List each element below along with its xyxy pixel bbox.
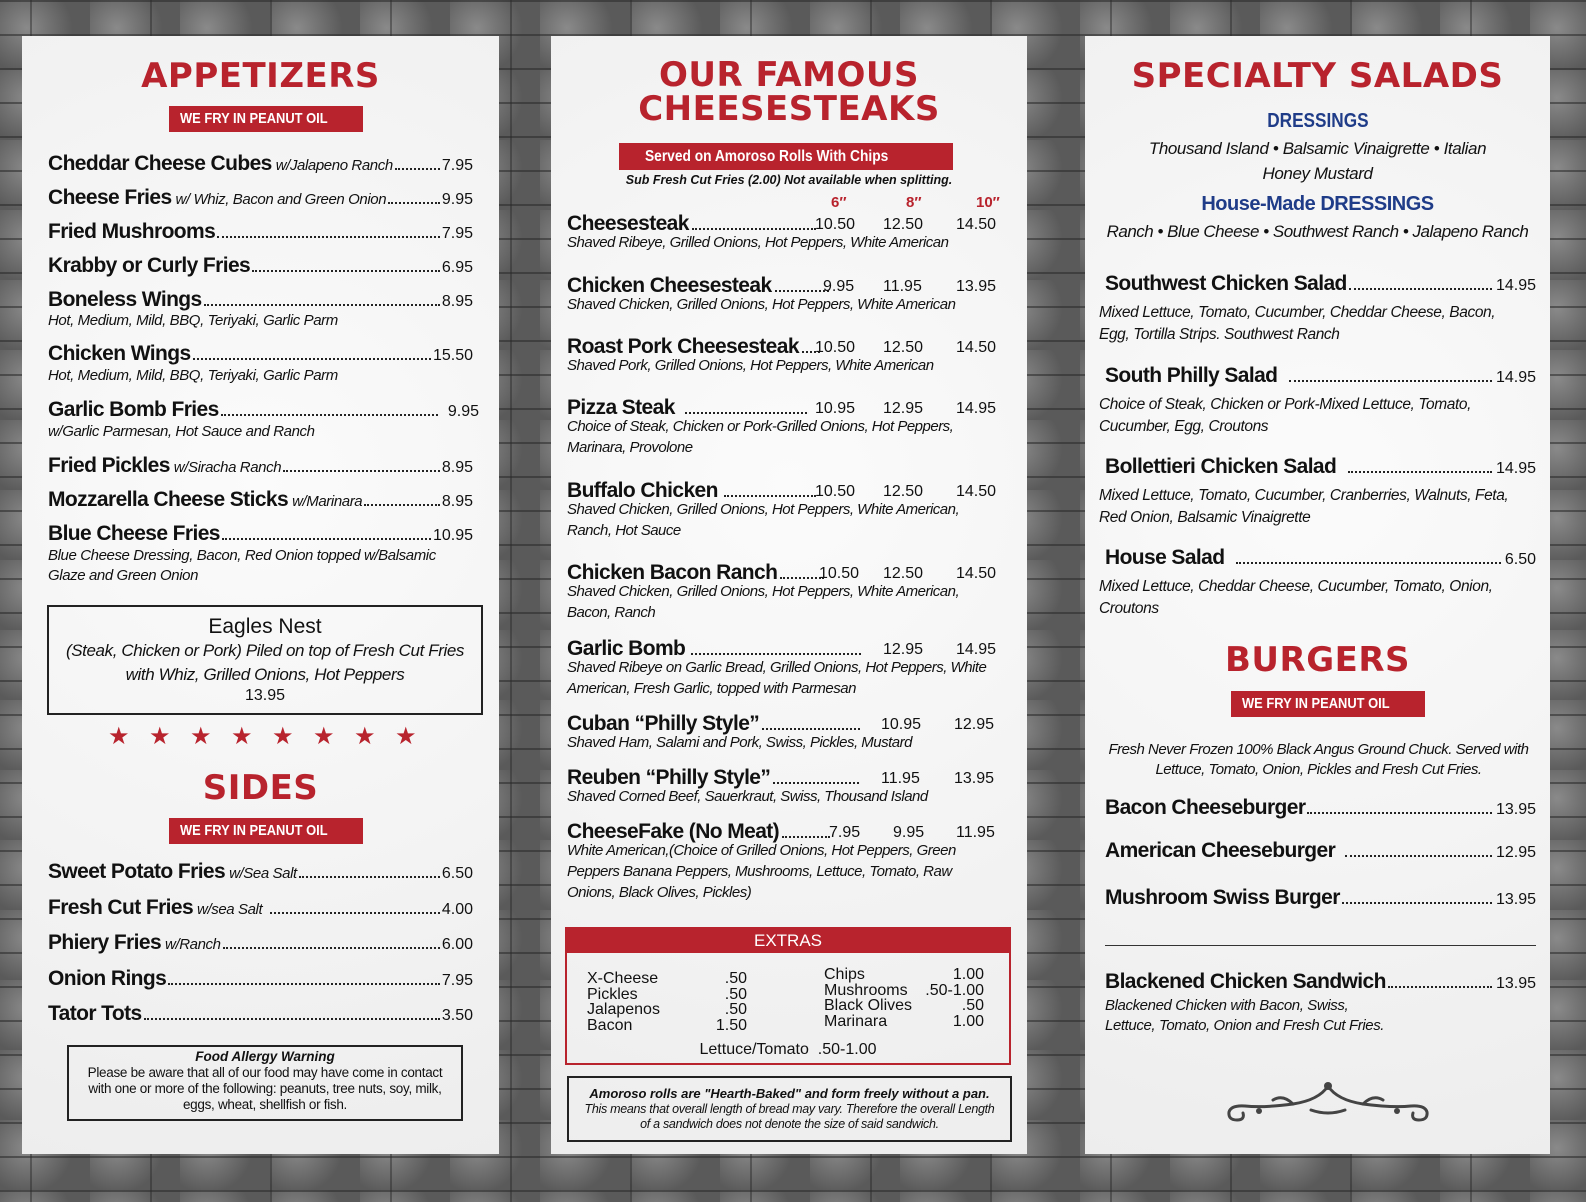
- menu-item: Boneless Wings 8.95: [48, 288, 473, 311]
- cheesesteaks-title-line2: CHEESESTEAKS: [638, 89, 940, 129]
- cheesesteak-item: Cuban “Philly Style” 10.95 12.95 Shaved Ham, Salami and Pork, Swiss, Pickles, Mustard: [567, 712, 995, 751]
- allergy-warning-box: [67, 1045, 463, 1121]
- burgers-banner: WE FRY IN PEANUT OIL: [1231, 691, 1425, 717]
- amoroso-text: This means that overall length of bread may vary. Therefore the overall Length of a sandwich does not denote the size of said sandwich.: [584, 1102, 995, 1131]
- cheesesteak-item: Chicken Bacon Ranch 10.50 12.50 14.50 Shaved Chicken, Grilled Onions, Hot Peppers, White American, Bacon, Ranch: [567, 561, 997, 621]
- side-item: Tator Tots 3.50: [48, 1002, 473, 1025]
- cheesesteaks-title: [551, 55, 1027, 129]
- cheesesteak-item: CheeseFake (No Meat) 7.95 9.95 11.95 White American,(Choice of Grilled Onions, Hot Peppers, Green Peppers Banana Peppers, Mushrooms, Lettuce, Tomato, Raw Onions, Black Olives, Pickles): [567, 820, 995, 901]
- amoroso-bold: Amoroso rolls are "Hearth-Baked" and form freely without a pan.: [589, 1086, 990, 1101]
- extras-title: EXTRAS: [567, 929, 1009, 953]
- burgers-intro: Fresh Never Frozen 100% Black Angus Ground Chuck. Served with Lettuce, Tomato, Onion, Pickles and Fresh Cut Fries.: [1108, 741, 1529, 778]
- divider-line: [1105, 945, 1536, 946]
- menu-item: Cheese Fries w/ Whiz, Bacon and Green Onion 9.95: [48, 186, 473, 209]
- menu-item: Chicken Wings 15.50: [48, 342, 473, 365]
- cheesesteak-item: Cheesesteak 10.50 12.50 14.50 Shaved Ribeye, Grilled Onions, Hot Peppers, White American: [567, 212, 997, 251]
- extras-item: Black Olives .50: [824, 997, 984, 1014]
- cheesesteaks-banner: Served on Amoroso Rolls With Chips: [619, 143, 953, 170]
- flourish-ornament-icon: [1223, 1080, 1433, 1126]
- star-icon: ★: [231, 723, 253, 750]
- extras-item: Marinara 1.00: [824, 1012, 984, 1030]
- salad-desc: Mixed Lettuce, Tomato, Cucumber, Cheddar Cheese, Bacon, Egg, Tortilla Strips. Southwest Ranch: [1099, 304, 1496, 343]
- size-6-label: 6″: [831, 194, 847, 211]
- salads-title: SPECIALTY SALADS: [1131, 56, 1504, 96]
- extras-bottom: Lettuce/Tomato .50-1.00: [699, 1041, 877, 1058]
- cheesesteaks-panel: [551, 36, 1027, 1154]
- appetizers-banner: WE FRY IN PEANUT OIL: [169, 106, 363, 132]
- menu-item-desc: Hot, Medium, Mild, BBQ, Teriyaki, Garlic Parm: [48, 367, 338, 384]
- salad-item: House Salad 6.50: [1105, 546, 1536, 569]
- burger-item: American Cheeseburger 12.95: [1105, 839, 1536, 862]
- salad-item: South Philly Salad 14.95: [1105, 364, 1536, 387]
- side-item: Phiery Fries w/Ranch 6.00: [48, 931, 473, 954]
- menu-item-desc: w/Garlic Parmesan, Hot Sauce and Ranch: [48, 423, 315, 440]
- menu-item-desc: Blue Cheese Dressing, Bacon, Red Onion topped w/Balsamic Glaze and Green Onion: [48, 547, 436, 584]
- salads-burgers-panel: [1085, 36, 1550, 1154]
- appetizers-panel: [22, 36, 499, 1154]
- menu-item: Fried Pickles w/Siracha Ranch 8.95: [48, 454, 473, 477]
- dressings-title: DRESSINGS: [1266, 110, 1369, 132]
- salad-item: Southwest Chicken Salad 14.95: [1105, 272, 1536, 295]
- menu-item: Blue Cheese Fries 10.95: [48, 522, 473, 545]
- eagles-nest-price: 13.95: [244, 687, 286, 704]
- menu-item: Krabby or Curly Fries 6.95: [48, 254, 473, 277]
- size-10-label: 10″: [976, 194, 1000, 211]
- extras-box: [565, 927, 1011, 1065]
- menu-item: Mozzarella Cheese Sticks w/Marinara 8.95: [48, 488, 473, 511]
- side-item: Fresh Cut Fries w/sea Salt 4.00: [48, 896, 473, 919]
- star-icon: ★: [354, 723, 376, 750]
- star-icon: ★: [313, 723, 335, 750]
- menu-item-desc: Hot, Medium, Mild, BBQ, Teriyaki, Garlic Parm: [48, 312, 338, 329]
- extras-item: Bacon 1.50: [587, 1016, 747, 1034]
- menu-item: Cheddar Cheese Cubes w/Jalapeno Ranch 7.95: [48, 152, 473, 175]
- extras-item: Chips 1.00: [824, 966, 984, 983]
- cheesesteak-item: Reuben “Philly Style” 11.95 13.95 Shaved Corned Beef, Sauerkraut, Swiss, Thousand Island: [567, 766, 995, 805]
- extras-item: Pickles .50: [587, 985, 747, 1003]
- salad-desc: Choice of Steak, Chicken or Pork-Mixed Lettuce, Tomato, Cucumber, Egg, Croutons: [1099, 396, 1472, 435]
- eagles-nest-name: Eagles Nest: [208, 615, 322, 638]
- sandwich-item: Blackened Chicken Sandwich 13.95: [1105, 970, 1536, 993]
- extras-right-list: [824, 967, 984, 1029]
- housemade-line: Ranch • Blue Cheese • Southwest Ranch • Jalapeno Ranch: [1106, 222, 1529, 241]
- eagles-nest-desc: (Steak, Chicken or Pork) Piled on top of Fresh Cut Fries with Whiz, Grilled Onions, Hot Peppers: [65, 641, 465, 684]
- side-item: Sweet Potato Fries w/Sea Salt 6.50: [48, 860, 473, 883]
- sides-banner: WE FRY IN PEANUT OIL: [169, 818, 363, 844]
- star-icon: ★: [190, 723, 212, 750]
- cheesesteaks-title-line1: OUR FAMOUS: [659, 55, 919, 95]
- dressings-line1: Thousand Island • Balsamic Vinaigrette • Italian: [1148, 139, 1487, 158]
- burger-item: Bacon Cheeseburger 13.95: [1105, 796, 1536, 819]
- extras-item: X-Cheese .50: [587, 970, 747, 987]
- extras-item: Mushrooms .50-1.00: [824, 981, 984, 999]
- allergy-title: Food Allergy Warning: [195, 1049, 335, 1064]
- sandwich-desc: Blackened Chicken with Bacon, Swiss, Lettuce, Tomato, Onion and Fresh Cut Fries.: [1105, 997, 1385, 1034]
- cheesesteak-item: Roast Pork Cheesesteak 10.50 12.50 14.50 Shaved Pork, Grilled Onions, Hot Peppers, White American: [567, 335, 997, 374]
- cheesesteak-item: Buffalo Chicken 10.50 12.50 14.50 Shaved Chicken, Grilled Onions, Hot Peppers, White American, Ranch, Hot Sauce: [567, 479, 997, 539]
- menu-item: Garlic Bomb Fries 9.95: [48, 398, 479, 421]
- appetizers-title: APPETIZERS: [141, 56, 380, 96]
- cheesesteak-item: Chicken Cheesesteak 9.95 11.95 13.95 Shaved Chicken, Grilled Onions, Hot Peppers, White American: [567, 274, 997, 313]
- size-8-label: 8″: [906, 194, 922, 211]
- salad-desc: Mixed Lettuce, Tomato, Cucumber, Cranberries, Walnuts, Feta, Red Onion, Balsamic Vinaigrette: [1099, 487, 1509, 526]
- star-icon: ★: [149, 723, 171, 750]
- menu-item: Fried Mushrooms 7.95: [48, 220, 473, 243]
- allergy-text: Please be aware that all of our food may have come in contact with one or more of the following: peanuts, tree nuts, soy, milk, eggs, wheat, shellfish or fish.: [87, 1065, 443, 1112]
- salad-item: Bollettieri Chicken Salad 14.95: [1105, 455, 1536, 478]
- extras-item: Jalapenos .50: [587, 1001, 747, 1018]
- dressings-line2: Honey Mustard: [1262, 164, 1373, 183]
- star-icon: ★: [272, 723, 294, 750]
- cheesesteaks-subnote: Sub Fresh Cut Fries (2.00) Not available when splitting.: [625, 173, 953, 187]
- housemade-title: House-Made DRESSINGS: [1201, 193, 1434, 215]
- star-icon: ★: [395, 723, 417, 750]
- eagles-nest-box: [47, 605, 483, 715]
- star-icon: ★: [108, 723, 130, 750]
- burger-item: Mushroom Swiss Burger 13.95: [1105, 886, 1536, 909]
- sides-title: SIDES: [202, 768, 319, 808]
- side-item: Onion Rings 7.95: [48, 967, 473, 990]
- burgers-title: BURGERS: [1224, 640, 1410, 680]
- extras-left-list: [587, 971, 747, 1033]
- cheesesteak-item: Pizza Steak 10.95 12.95 14.95 Choice of Steak, Chicken or Pork-Grilled Onions, Hot Peppers, Marinara, Provolone: [567, 396, 997, 456]
- cheesesteak-item: Garlic Bomb 12.95 14.95 Shaved Ribeye on Garlic Bread, Grilled Onions, Hot Peppers, White American, Fresh Garlic, topped with Parmesan: [567, 637, 997, 697]
- salad-desc: Mixed Lettuce, Cheddar Cheese, Cucumber, Tomato, Onion, Croutons: [1099, 578, 1493, 617]
- amoroso-note-box: [567, 1076, 1012, 1142]
- stars-divider: [108, 722, 428, 752]
